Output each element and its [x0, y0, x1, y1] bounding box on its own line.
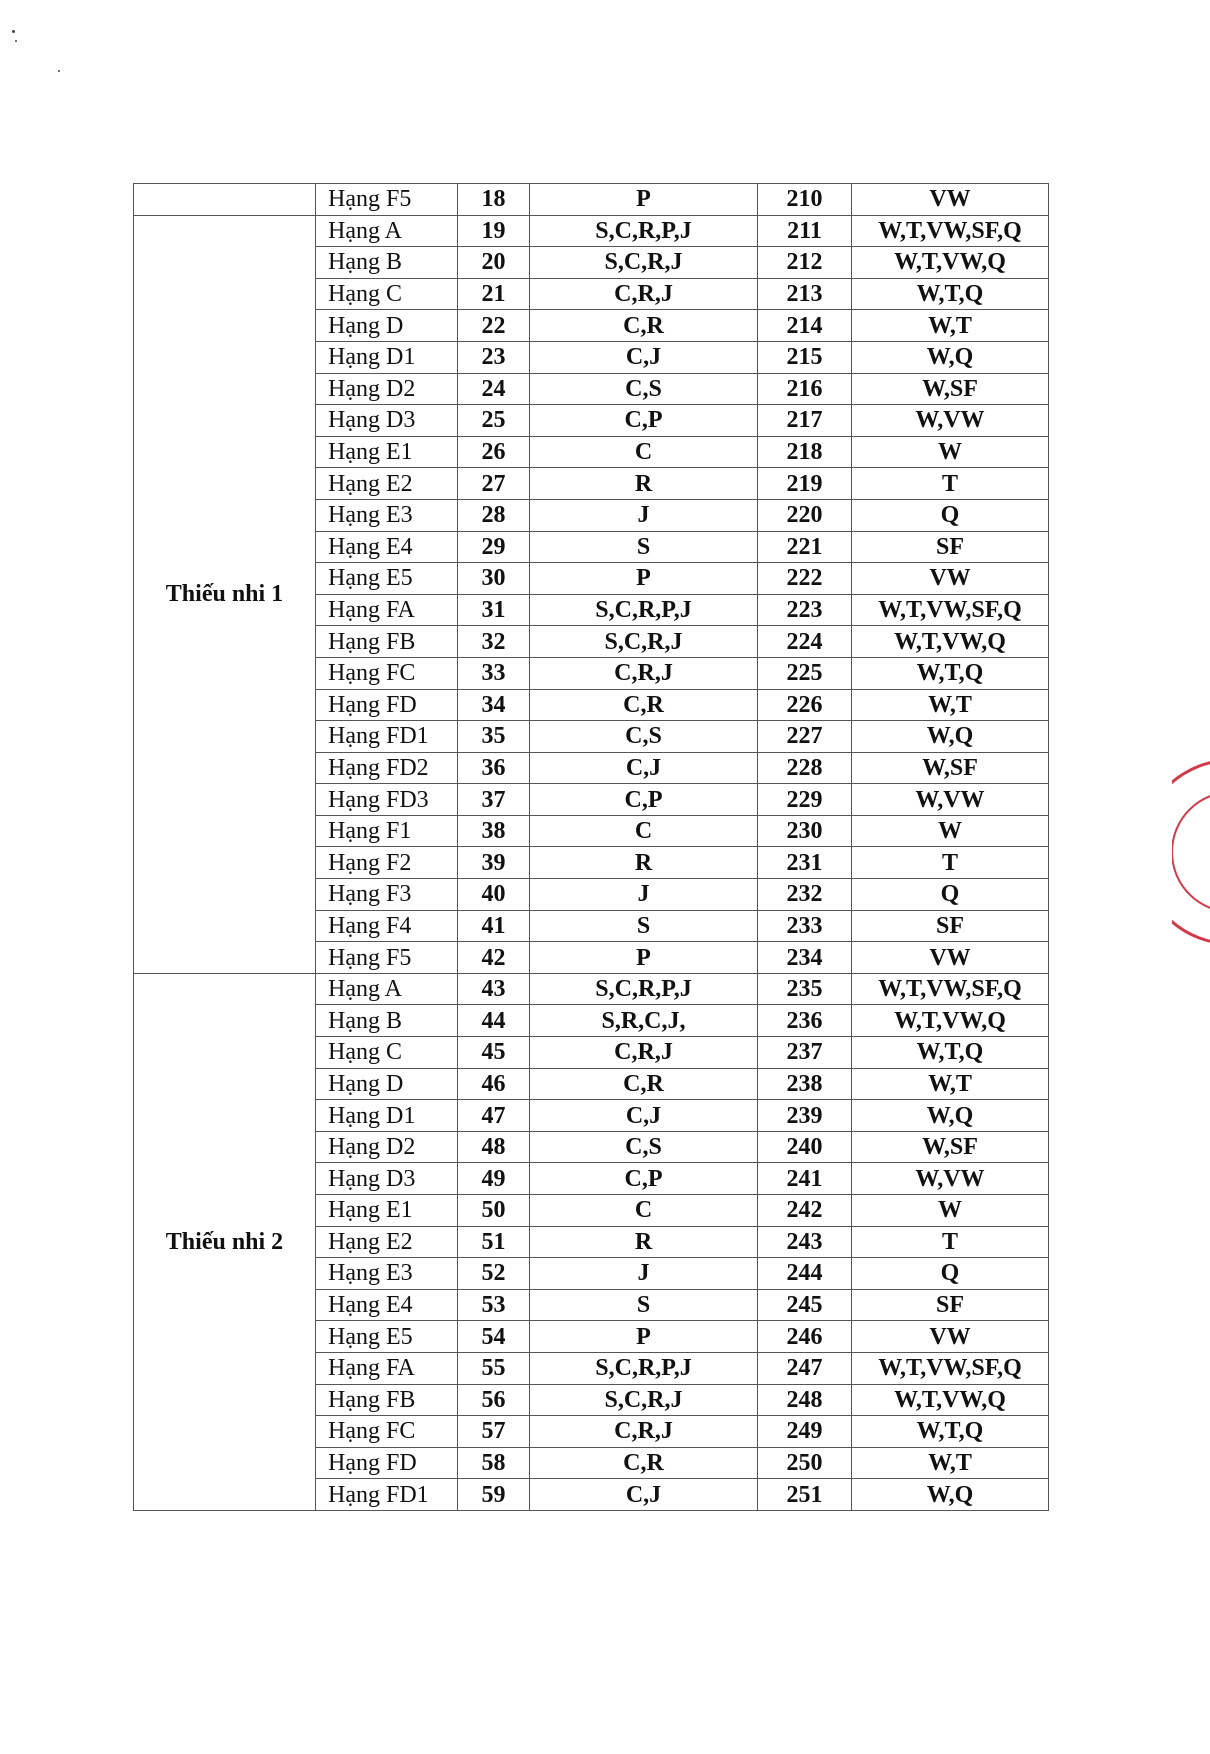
- event-codes-1: S,C,R,P,J: [530, 973, 758, 1005]
- code-number-2: 234: [758, 942, 852, 974]
- code-number-1: 42: [458, 942, 530, 974]
- event-codes-2: W,T,Q: [852, 278, 1049, 310]
- code-number-2: 217: [758, 405, 852, 437]
- code-number-2: 219: [758, 468, 852, 500]
- category-name: Hạng C: [316, 1037, 458, 1069]
- category-name: Hạng FD: [316, 689, 458, 721]
- category-name: Hạng D2: [316, 1131, 458, 1163]
- code-number-1: 19: [458, 215, 530, 247]
- event-codes-2: W,T: [852, 310, 1049, 342]
- code-number-2: 222: [758, 563, 852, 595]
- code-number-1: 45: [458, 1037, 530, 1069]
- event-codes-2: W,T: [852, 1447, 1049, 1479]
- event-codes-2: Q: [852, 499, 1049, 531]
- code-number-2: 241: [758, 1163, 852, 1195]
- event-codes-1: C,S: [530, 1131, 758, 1163]
- category-name: Hạng FA: [316, 594, 458, 626]
- category-name: Hạng FD2: [316, 752, 458, 784]
- event-codes-2: W,T,VW,Q: [852, 1005, 1049, 1037]
- event-codes-1: C,R: [530, 689, 758, 721]
- event-codes-1: C,P: [530, 405, 758, 437]
- event-codes-2: W,VW: [852, 784, 1049, 816]
- code-number-2: 237: [758, 1037, 852, 1069]
- event-codes-2: W,Q: [852, 341, 1049, 373]
- code-number-2: 229: [758, 784, 852, 816]
- category-name: Hạng E5: [316, 563, 458, 595]
- category-name: Hạng F5: [316, 184, 458, 216]
- code-number-1: 49: [458, 1163, 530, 1195]
- code-number-1: 30: [458, 563, 530, 595]
- code-number-1: 39: [458, 847, 530, 879]
- code-number-2: 251: [758, 1479, 852, 1511]
- category-name: Hạng FA: [316, 1352, 458, 1384]
- code-number-1: 51: [458, 1226, 530, 1258]
- category-name: Hạng E5: [316, 1321, 458, 1353]
- code-number-2: 211: [758, 215, 852, 247]
- code-number-1: 18: [458, 184, 530, 216]
- code-number-1: 26: [458, 436, 530, 468]
- event-codes-2: VW: [852, 563, 1049, 595]
- event-codes-2: Q: [852, 879, 1049, 911]
- event-codes-1: C,R,J: [530, 1416, 758, 1448]
- code-number-2: 224: [758, 626, 852, 658]
- event-codes-1: C,S: [530, 373, 758, 405]
- category-name: Hạng E2: [316, 468, 458, 500]
- event-codes-2: W,T,VW,Q: [852, 1384, 1049, 1416]
- event-codes-1: C,R: [530, 1068, 758, 1100]
- event-codes-2: W: [852, 436, 1049, 468]
- code-number-2: 235: [758, 973, 852, 1005]
- code-number-2: 250: [758, 1447, 852, 1479]
- event-codes-2: Q: [852, 1258, 1049, 1290]
- event-codes-2: W,T,VW,Q: [852, 626, 1049, 658]
- event-codes-1: S,C,R,J: [530, 1384, 758, 1416]
- event-codes-2: W,T,VW,SF,Q: [852, 215, 1049, 247]
- code-number-1: 22: [458, 310, 530, 342]
- event-codes-1: P: [530, 942, 758, 974]
- code-number-1: 44: [458, 1005, 530, 1037]
- code-number-2: 236: [758, 1005, 852, 1037]
- event-codes-1: C,J: [530, 1479, 758, 1511]
- code-number-2: 220: [758, 499, 852, 531]
- code-number-2: 226: [758, 689, 852, 721]
- code-number-1: 29: [458, 531, 530, 563]
- category-name: Hạng E4: [316, 531, 458, 563]
- event-codes-1: S: [530, 1289, 758, 1321]
- code-number-2: 243: [758, 1226, 852, 1258]
- event-codes-1: C,R,J: [530, 278, 758, 310]
- code-number-2: 213: [758, 278, 852, 310]
- event-codes-1: S: [530, 531, 758, 563]
- event-codes-1: C: [530, 436, 758, 468]
- red-seal-stamp: [1172, 752, 1210, 952]
- event-codes-2: VW: [852, 942, 1049, 974]
- category-table: [133, 183, 1048, 1511]
- code-number-1: 20: [458, 247, 530, 279]
- code-number-1: 37: [458, 784, 530, 816]
- event-codes-2: W,T,Q: [852, 1416, 1049, 1448]
- code-number-1: 59: [458, 1479, 530, 1511]
- group-label: Thiếu nhi 1: [134, 215, 316, 973]
- code-number-1: 56: [458, 1384, 530, 1416]
- code-number-2: 247: [758, 1352, 852, 1384]
- event-codes-2: W,T,VW,SF,Q: [852, 594, 1049, 626]
- event-codes-2: W,T: [852, 1068, 1049, 1100]
- table-body: [134, 184, 1049, 1511]
- group-label: Thiếu nhi 2: [134, 973, 316, 1510]
- event-codes-2: T: [852, 1226, 1049, 1258]
- code-number-2: 231: [758, 847, 852, 879]
- category-name: Hạng F4: [316, 910, 458, 942]
- code-number-2: 245: [758, 1289, 852, 1321]
- table-row: [134, 215, 1049, 247]
- scan-speck: [15, 40, 17, 42]
- category-name: Hạng E1: [316, 1195, 458, 1227]
- code-number-2: 230: [758, 815, 852, 847]
- event-codes-2: W,SF: [852, 1131, 1049, 1163]
- code-number-2: 225: [758, 657, 852, 689]
- event-codes-1: R: [530, 1226, 758, 1258]
- event-codes-1: P: [530, 563, 758, 595]
- event-codes-2: W,T,Q: [852, 657, 1049, 689]
- code-number-1: 47: [458, 1100, 530, 1132]
- category-name: Hạng FD3: [316, 784, 458, 816]
- category-name: Hạng FD1: [316, 1479, 458, 1511]
- code-number-1: 46: [458, 1068, 530, 1100]
- code-number-2: 216: [758, 373, 852, 405]
- event-codes-2: T: [852, 468, 1049, 500]
- code-number-2: 248: [758, 1384, 852, 1416]
- code-number-1: 36: [458, 752, 530, 784]
- code-number-1: 54: [458, 1321, 530, 1353]
- code-number-1: 25: [458, 405, 530, 437]
- code-number-2: 233: [758, 910, 852, 942]
- code-number-2: 232: [758, 879, 852, 911]
- event-codes-1: C,J: [530, 752, 758, 784]
- category-name: Hạng E2: [316, 1226, 458, 1258]
- category-name: Hạng C: [316, 278, 458, 310]
- event-codes-1: S: [530, 910, 758, 942]
- category-name: Hạng D2: [316, 373, 458, 405]
- code-number-2: 218: [758, 436, 852, 468]
- event-codes-1: J: [530, 1258, 758, 1290]
- code-number-2: 210: [758, 184, 852, 216]
- event-codes-1: S,C,R,J: [530, 626, 758, 658]
- category-name: Hạng E1: [316, 436, 458, 468]
- table-row: [134, 973, 1049, 1005]
- table-row: [134, 184, 1049, 216]
- code-number-1: 43: [458, 973, 530, 1005]
- event-codes-2: W,T,Q: [852, 1037, 1049, 1069]
- code-number-1: 24: [458, 373, 530, 405]
- event-codes-2: W,Q: [852, 1100, 1049, 1132]
- event-codes-1: R: [530, 847, 758, 879]
- event-codes-1: C,S: [530, 721, 758, 753]
- code-number-2: 223: [758, 594, 852, 626]
- category-name: Hạng F3: [316, 879, 458, 911]
- category-name: Hạng D1: [316, 341, 458, 373]
- code-number-1: 40: [458, 879, 530, 911]
- code-number-1: 35: [458, 721, 530, 753]
- category-name: Hạng E3: [316, 1258, 458, 1290]
- event-codes-1: J: [530, 499, 758, 531]
- event-codes-1: C,P: [530, 784, 758, 816]
- code-number-1: 53: [458, 1289, 530, 1321]
- event-codes-2: SF: [852, 531, 1049, 563]
- event-codes-1: C,R: [530, 310, 758, 342]
- event-codes-2: W,Q: [852, 721, 1049, 753]
- category-name: Hạng D: [316, 310, 458, 342]
- code-number-1: 55: [458, 1352, 530, 1384]
- event-codes-2: W,T: [852, 689, 1049, 721]
- code-number-1: 38: [458, 815, 530, 847]
- code-number-1: 34: [458, 689, 530, 721]
- code-number-2: 212: [758, 247, 852, 279]
- scan-speck: [12, 30, 15, 33]
- category-name: Hạng A: [316, 215, 458, 247]
- event-codes-1: C,R: [530, 1447, 758, 1479]
- group-label: [134, 184, 316, 216]
- event-codes-2: T: [852, 847, 1049, 879]
- event-codes-2: SF: [852, 1289, 1049, 1321]
- code-number-1: 23: [458, 341, 530, 373]
- event-codes-2: W: [852, 1195, 1049, 1227]
- code-number-1: 52: [458, 1258, 530, 1290]
- category-name: Hạng E3: [316, 499, 458, 531]
- event-codes-1: P: [530, 184, 758, 216]
- event-codes-2: W,Q: [852, 1479, 1049, 1511]
- category-name: Hạng A: [316, 973, 458, 1005]
- event-codes-1: P: [530, 1321, 758, 1353]
- category-name: Hạng D1: [316, 1100, 458, 1132]
- event-codes-2: W,T,VW,Q: [852, 247, 1049, 279]
- code-number-2: 214: [758, 310, 852, 342]
- category-name: Hạng FC: [316, 657, 458, 689]
- event-codes-1: S,C,R,P,J: [530, 1352, 758, 1384]
- category-name: Hạng F1: [316, 815, 458, 847]
- event-codes-2: W,SF: [852, 373, 1049, 405]
- event-codes-1: C,R,J: [530, 657, 758, 689]
- category-name: Hạng B: [316, 1005, 458, 1037]
- code-number-1: 57: [458, 1416, 530, 1448]
- category-name: Hạng D: [316, 1068, 458, 1100]
- code-number-2: 239: [758, 1100, 852, 1132]
- category-name: Hạng F2: [316, 847, 458, 879]
- category-name: Hạng F5: [316, 942, 458, 974]
- event-codes-1: S,R,C,J,: [530, 1005, 758, 1037]
- event-codes-1: C,J: [530, 341, 758, 373]
- code-number-2: 227: [758, 721, 852, 753]
- code-number-2: 215: [758, 341, 852, 373]
- event-codes-2: W,VW: [852, 405, 1049, 437]
- code-number-1: 32: [458, 626, 530, 658]
- category-name: Hạng D3: [316, 1163, 458, 1195]
- event-codes-1: C: [530, 1195, 758, 1227]
- category-name: Hạng FB: [316, 626, 458, 658]
- code-number-2: 244: [758, 1258, 852, 1290]
- code-number-1: 41: [458, 910, 530, 942]
- code-number-2: 228: [758, 752, 852, 784]
- category-name: Hạng FB: [316, 1384, 458, 1416]
- event-codes-1: J: [530, 879, 758, 911]
- event-codes-1: S,C,R,P,J: [530, 215, 758, 247]
- code-number-2: 246: [758, 1321, 852, 1353]
- category-name: Hạng B: [316, 247, 458, 279]
- event-codes-2: W: [852, 815, 1049, 847]
- code-number-1: 33: [458, 657, 530, 689]
- code-number-2: 238: [758, 1068, 852, 1100]
- category-name: Hạng FD1: [316, 721, 458, 753]
- scan-speck: [58, 70, 60, 72]
- code-number-1: 27: [458, 468, 530, 500]
- event-codes-1: R: [530, 468, 758, 500]
- event-codes-2: VW: [852, 184, 1049, 216]
- event-codes-2: SF: [852, 910, 1049, 942]
- code-number-1: 31: [458, 594, 530, 626]
- category-name: Hạng FD: [316, 1447, 458, 1479]
- event-codes-2: VW: [852, 1321, 1049, 1353]
- event-codes-1: C,P: [530, 1163, 758, 1195]
- code-number-1: 48: [458, 1131, 530, 1163]
- event-codes-1: C: [530, 815, 758, 847]
- event-codes-1: S,C,R,J: [530, 247, 758, 279]
- code-number-2: 240: [758, 1131, 852, 1163]
- code-number-2: 242: [758, 1195, 852, 1227]
- code-number-1: 58: [458, 1447, 530, 1479]
- event-codes-2: W,SF: [852, 752, 1049, 784]
- code-number-2: 249: [758, 1416, 852, 1448]
- category-name: Hạng FC: [316, 1416, 458, 1448]
- event-codes-2: W,T,VW,SF,Q: [852, 973, 1049, 1005]
- event-codes-1: C,J: [530, 1100, 758, 1132]
- event-codes-2: W,VW: [852, 1163, 1049, 1195]
- category-name: Hạng E4: [316, 1289, 458, 1321]
- code-number-1: 21: [458, 278, 530, 310]
- category-name: Hạng D3: [316, 405, 458, 437]
- code-number-2: 221: [758, 531, 852, 563]
- code-number-1: 50: [458, 1195, 530, 1227]
- event-codes-2: W,T,VW,SF,Q: [852, 1352, 1049, 1384]
- code-number-1: 28: [458, 499, 530, 531]
- event-codes-1: C,R,J: [530, 1037, 758, 1069]
- event-codes-1: S,C,R,P,J: [530, 594, 758, 626]
